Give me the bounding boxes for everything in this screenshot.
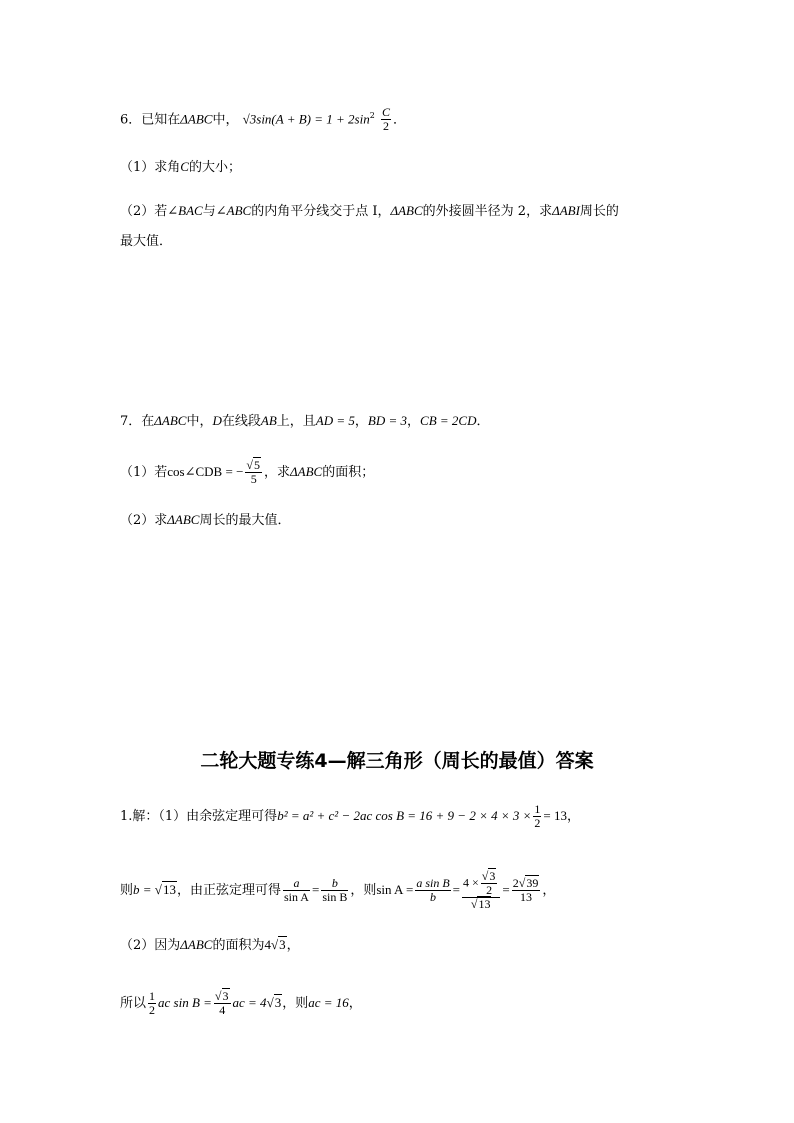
sol-l2-frac2: $\frac{b}{\text{sin B}}$ xyxy=(322,876,348,904)
sol-l2-sina: sin A = xyxy=(376,882,414,897)
problem-7-q2 xyxy=(120,510,290,531)
sol-l2-a: 则 xyxy=(120,883,134,898)
p7-b: 中， xyxy=(186,414,213,429)
sol-l3-end: ， xyxy=(286,938,300,953)
sol-l3-val: 4 xyxy=(264,937,271,952)
p6-fraction: $\frac{C}{2}$ xyxy=(381,105,390,134)
p7-q1-c: 的面积； xyxy=(322,465,375,480)
p6-q1-text: （1）求角 xyxy=(120,160,181,175)
p6-q2-tri: ΔABC xyxy=(390,203,423,218)
sol-l2-c: ，由正弦定理可得 xyxy=(176,883,281,898)
sol-l4-b: ac sin B = xyxy=(158,995,212,1010)
p6-q2-angle1: ∠BAC xyxy=(167,203,203,218)
p6-q1-end: 的大小； xyxy=(188,160,241,175)
sol-l3-tri: ΔABC xyxy=(180,937,213,952)
p7-ab: AB xyxy=(260,413,277,428)
problem-6-q2 xyxy=(120,201,619,222)
sol-l2-end: ， xyxy=(542,883,556,898)
sol-l2-frac1: $\frac{a}{\text{sin A}}$ xyxy=(283,876,309,904)
p7-q1-cos: cos∠CDB = − xyxy=(167,464,244,479)
sol-l4-a: 所以 xyxy=(120,996,147,1011)
p6-end: ． xyxy=(392,112,406,128)
p7-q2-tri: ΔABC xyxy=(167,512,200,527)
p7-tri: ΔABC xyxy=(154,413,187,428)
solution-line-4: 所以 $\frac{1}{2}$ ac sin B = $\frac{√3}{4}$ ac = 4√3，则ac = 16， xyxy=(120,989,362,1017)
sol-l4-frac2: $\frac{√3}{4}$ xyxy=(214,989,229,1017)
sol-l2-frac5: $\frac{2√39}{13}$ xyxy=(512,876,539,904)
problem-6-q1 xyxy=(120,157,241,178)
p6-triangle: ΔABC xyxy=(180,111,213,127)
sol-l4-c: ac = 4 xyxy=(232,995,267,1010)
p6-equation: 3sin(A + B) = 1 + 2sin xyxy=(249,111,370,127)
sol-l3-a: （2）因为 xyxy=(120,938,181,953)
p7-d: D xyxy=(212,413,222,428)
p7-a: 7．在 xyxy=(120,414,155,429)
p7-q1-b: ，求 xyxy=(264,465,291,480)
problem-6-stem: 6．已知在ΔABC中， $√3\sin(A + B) = 1 + 2\sin^2$ $\frac{C}{2}$ ． xyxy=(120,105,406,134)
p6-q1-var: C xyxy=(180,159,189,174)
sol-l1-eq: b² = a² + c² − 2ac cos B = 16 + 9 − 2 × 4 × 3 × xyxy=(277,808,532,823)
sol-l4-d: ，则 xyxy=(282,996,309,1011)
p7-q1-fraction: $\frac{√5}{5}$ xyxy=(246,458,260,486)
sol-l4-e: ac = 16 xyxy=(308,995,349,1010)
p7-q2-a: （2）求 xyxy=(120,513,168,528)
sol-l3-rad: 3 xyxy=(279,937,286,952)
sol-l4-end: ， xyxy=(348,996,362,1011)
sol-l1-res: = 13， xyxy=(543,808,580,823)
p7-end: ． xyxy=(476,414,490,429)
p6-q2-d: 的外接圆半径为 2，求 xyxy=(422,204,553,219)
sol-l2-frac4: 4 × $\frac{√3}{2}$ √13 xyxy=(462,870,500,911)
sol-l2-d: ，则 xyxy=(350,883,377,898)
sol-l3-b: 的面积为 xyxy=(212,938,265,953)
answer-title: 二轮大题专练4—解三角形（周长的最值）答案 xyxy=(200,750,594,772)
p6-q2-b: 与 xyxy=(202,204,216,219)
problem-6-q2-cont xyxy=(120,232,172,252)
sol-l1-a: 1.解：（1）由余弦定理可得 xyxy=(120,809,278,824)
p6-q2-tri2: ΔABI xyxy=(552,203,580,218)
p7-c: 在线段 xyxy=(221,414,261,429)
sol-l2-frac3: $\frac{\text{a sin B}}{b}$ xyxy=(416,876,450,904)
sol-l2-b: b = xyxy=(133,882,155,897)
solution-line-1 xyxy=(120,803,580,830)
p6-q2-a: （2）若 xyxy=(120,204,168,219)
p6-q2-e: 周长的 xyxy=(579,204,619,219)
sol-l4-rad: 3 xyxy=(274,995,282,1010)
solution-line-2: 则b = √13，由正弦定理可得 $\frac{a}{\text{sin A}}$ = $\frac{b}{\text{sin B}}$ ，则sin A = $\frac{\text{a sin B}}{b}$ = 4 × $\frac{√3}{2}$ √13 = $\frac{2√39}{13}$ ， xyxy=(120,869,556,911)
p6-mid: 中， xyxy=(212,112,239,128)
p7-q2-b: 周长的最大值． xyxy=(199,513,291,528)
sol-l2-b-rad: 13 xyxy=(162,882,176,897)
p6-q2-cont-text: 最大值． xyxy=(120,234,173,249)
p6-q2-angle2: ∠ABC xyxy=(215,203,252,218)
solution-line-3: （2）因为ΔABC的面积为4√3， xyxy=(120,937,300,953)
p7-q1-a: （1）若 xyxy=(120,465,168,480)
sol-l1-fraction: $\frac{1}{2}$ xyxy=(534,802,541,830)
p6-q2-c: 的内角平分线交于点 I， xyxy=(251,204,391,219)
p7-e: 上，且 xyxy=(276,414,316,429)
problem-7-q1 xyxy=(120,459,374,486)
sol-l4-frac1: $\frac{1}{2}$ xyxy=(149,989,156,1017)
p7-cond3: CB = 2CD xyxy=(420,413,477,428)
p6-prefix: 6．已知在 xyxy=(120,112,181,128)
p7-cond2: BD = 3 xyxy=(367,413,408,428)
p7-q1-tri: ΔABC xyxy=(290,464,323,479)
p7-cond1: AD = 5 xyxy=(315,413,355,428)
problem-7-stem: 7．在ΔABC中，D在线段AB上，且AD = 5，BD = 3，CB = 2CD． xyxy=(120,413,490,429)
